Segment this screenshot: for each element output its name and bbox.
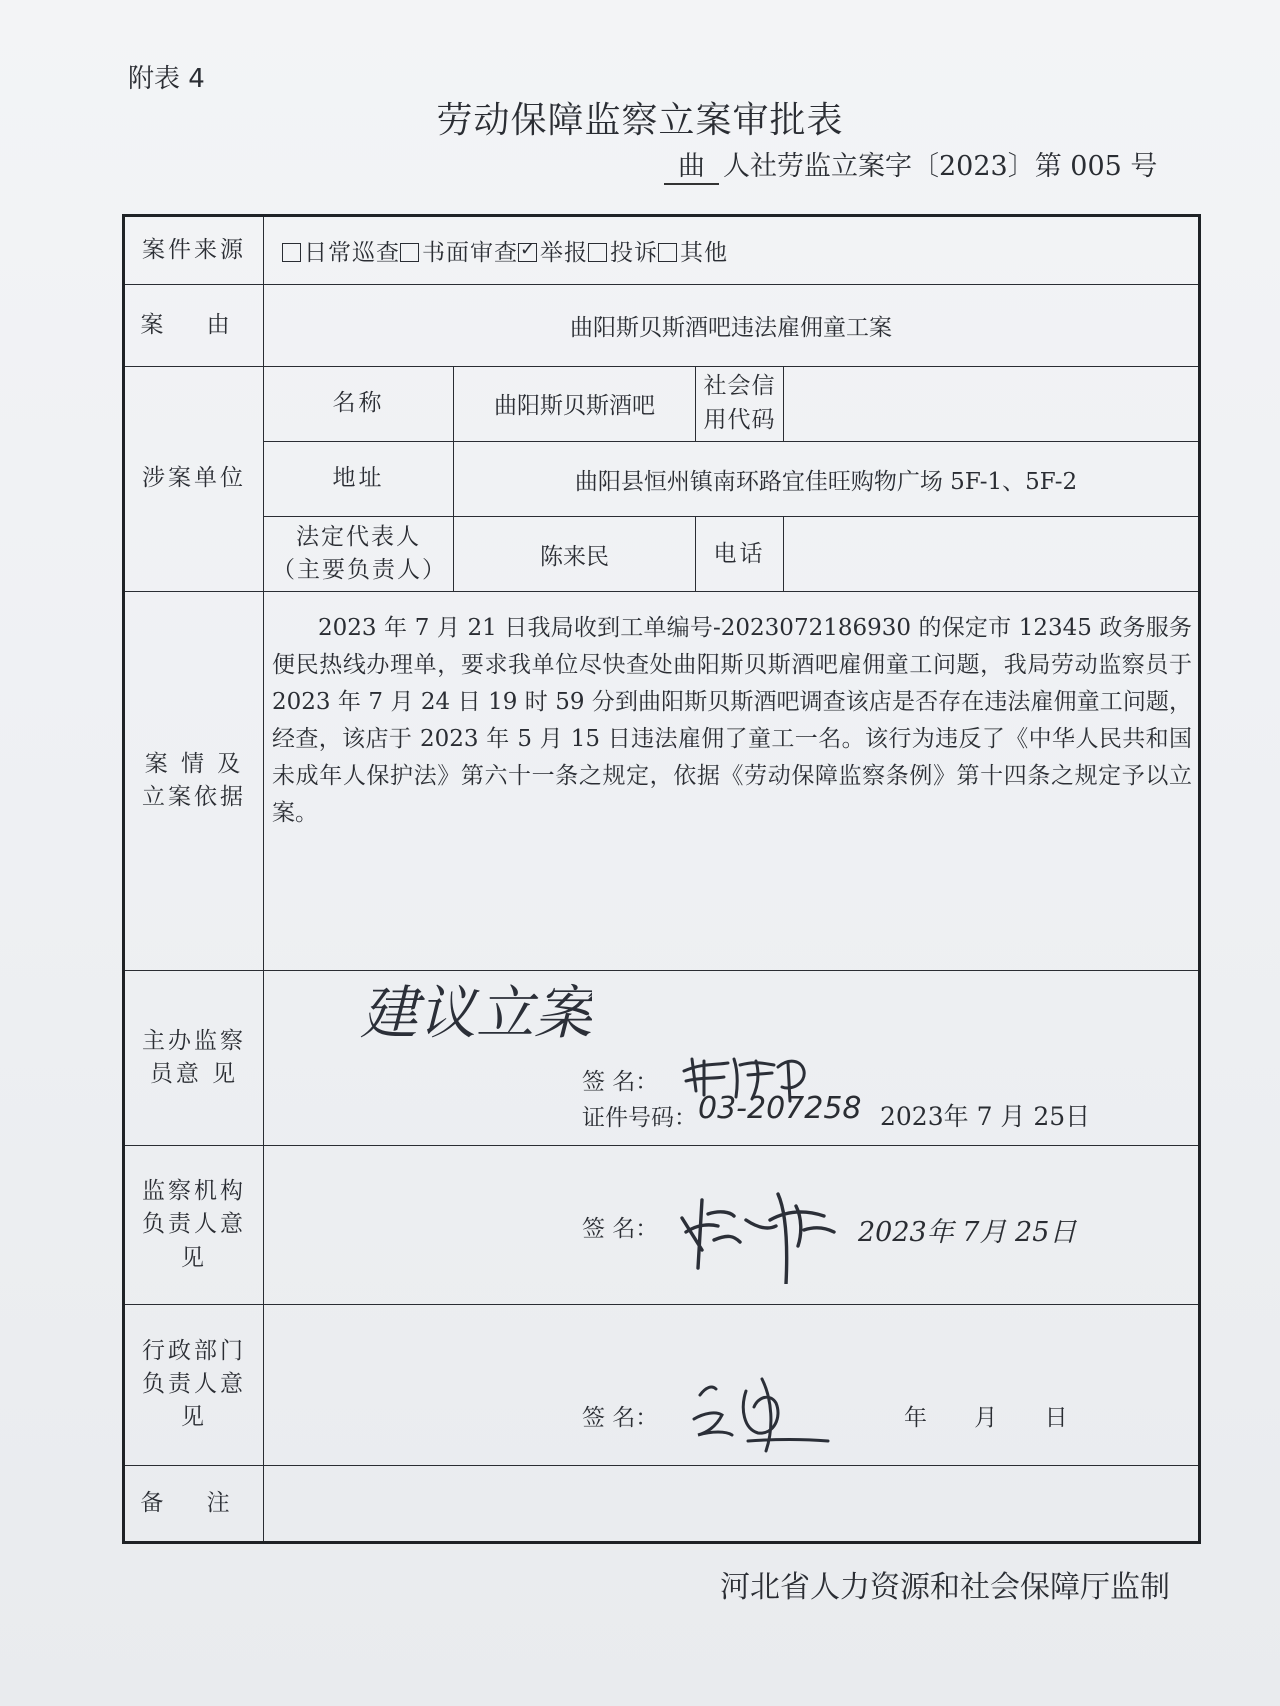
page-title: 劳动保障监察立案审批表 — [436, 100, 844, 141]
document-prefix: 曲 — [664, 144, 719, 185]
admin-date-labels: 年 月 日 — [904, 1404, 1068, 1431]
row-inspector-opinion — [124, 971, 1200, 1146]
inspector-opinion-cell — [264, 971, 1200, 1146]
document-number — [664, 144, 1157, 185]
agency-sign-label: 签 名： — [582, 1216, 659, 1243]
option-routine-inspection[interactable] — [282, 240, 400, 266]
document-number-text: 人社劳监立案字〔2023〕第 005 号 — [723, 151, 1158, 182]
row-case-facts — [124, 592, 1200, 971]
inspector-sign-label: 签 名： — [582, 1069, 659, 1096]
admin-opinion-cell — [264, 1304, 1200, 1465]
option-complaint[interactable] — [588, 240, 658, 266]
case-facts-text: 2023 年 7 月 21 日我局收到工单编号-2023072186930 的保定市 12345 政务服务便民热线办理单，要求我单位尽快查处曲阳斯贝斯酒吧雇佣童工问题，我局劳动监察员于 2023 年 7 月 24 日 19 时 59 分到曲阳斯贝斯酒吧调查该店是否存在违法雇佣童工问题，经查，该店于 2023 年 5 月 15 日违法雇佣了童工一名。该行为违反了《中华人民共和国未成年人保护法》第六十一条之规定，依据《劳动保障监察条例》第十四条之规定予以立案。 — [272, 615, 1192, 827]
row-case-cause — [124, 285, 1200, 366]
row-unit-address — [124, 441, 1200, 516]
handwritten-opinion-jianyilian — [360, 971, 592, 1051]
approval-form-table — [122, 214, 1201, 1544]
row-agency-opinion — [124, 1146, 1200, 1305]
case-cause-value: 曲阳斯贝斯酒吧违法雇佣童工案 — [264, 285, 1200, 366]
case-facts-label: 案 情 及 立案依据 — [124, 592, 264, 971]
option-report[interactable] — [518, 240, 588, 266]
legal-rep-label: 法定代表人（主要负责人） — [264, 517, 454, 592]
phone-value[interactable] — [784, 517, 1200, 592]
agency-date: 2023年 7月 25日 — [858, 1217, 1077, 1249]
row-case-source — [124, 216, 1200, 285]
option-label: 举报 — [540, 240, 588, 267]
row-unit-name — [124, 366, 1200, 441]
agency-signature — [674, 1180, 864, 1284]
option-written-review[interactable] — [400, 240, 518, 266]
case-source-label: 案件来源 — [124, 216, 264, 285]
option-label: 书面审查 — [422, 240, 518, 267]
inspector-cert-number: 03-207258 — [698, 1091, 862, 1127]
inspector-cert-label: 证件号码： — [582, 1105, 697, 1132]
attachment-label: 附表 4 — [128, 64, 205, 94]
row-remarks — [124, 1465, 1200, 1542]
checkbox-report-checked[interactable] — [518, 243, 537, 262]
checkbox-other[interactable] — [658, 243, 677, 262]
checkbox-routine-inspection[interactable] — [282, 243, 301, 262]
option-label: 日常巡查 — [304, 240, 400, 267]
legal-rep-value: 陈来民 — [454, 517, 696, 592]
case-source-options — [264, 216, 1200, 285]
unit-address-label: 地址 — [264, 441, 454, 516]
remarks-value[interactable] — [264, 1465, 1200, 1542]
row-admin-opinion — [124, 1304, 1200, 1465]
agency-label: 监察机构负责人意见 — [124, 1146, 264, 1305]
unit-address-value: 曲阳县恒州镇南环路宜佳旺购物广场 5F-1、5F-2 — [454, 441, 1200, 516]
unit-label: 涉案单位 — [124, 366, 264, 592]
inspector-date: 2023年 7 月 25日 — [880, 1102, 1091, 1132]
admin-sign-label: 签 名： — [582, 1404, 659, 1431]
credit-code-value[interactable] — [784, 366, 1200, 441]
option-other[interactable] — [658, 240, 728, 266]
option-label: 投诉 — [610, 240, 658, 267]
agency-opinion-cell — [264, 1146, 1200, 1305]
checkbox-written-review[interactable] — [400, 243, 419, 262]
option-label: 其他 — [680, 240, 728, 267]
footer-issuer: 河北省人力资源和社会保障厅监制 — [720, 1570, 1170, 1605]
unit-name-label: 名称 — [264, 366, 454, 441]
unit-name-value: 曲阳斯贝斯酒吧 — [454, 366, 696, 441]
remarks-label: 备 注 — [124, 1465, 264, 1542]
case-facts-cell — [264, 592, 1200, 971]
checkbox-complaint[interactable] — [588, 243, 607, 262]
phone-label: 电话 — [696, 517, 784, 592]
admin-signature — [688, 1369, 848, 1461]
inspector-label: 主办监察员意 见 — [124, 971, 264, 1146]
svg-text:建议立案: 建议立案 — [360, 979, 592, 1048]
row-legal-rep — [124, 517, 1200, 592]
admin-label: 行政部门负责人意见 — [124, 1304, 264, 1465]
case-cause-label: 案 由 — [124, 285, 264, 366]
credit-code-label: 社会信用代码 — [696, 366, 784, 441]
